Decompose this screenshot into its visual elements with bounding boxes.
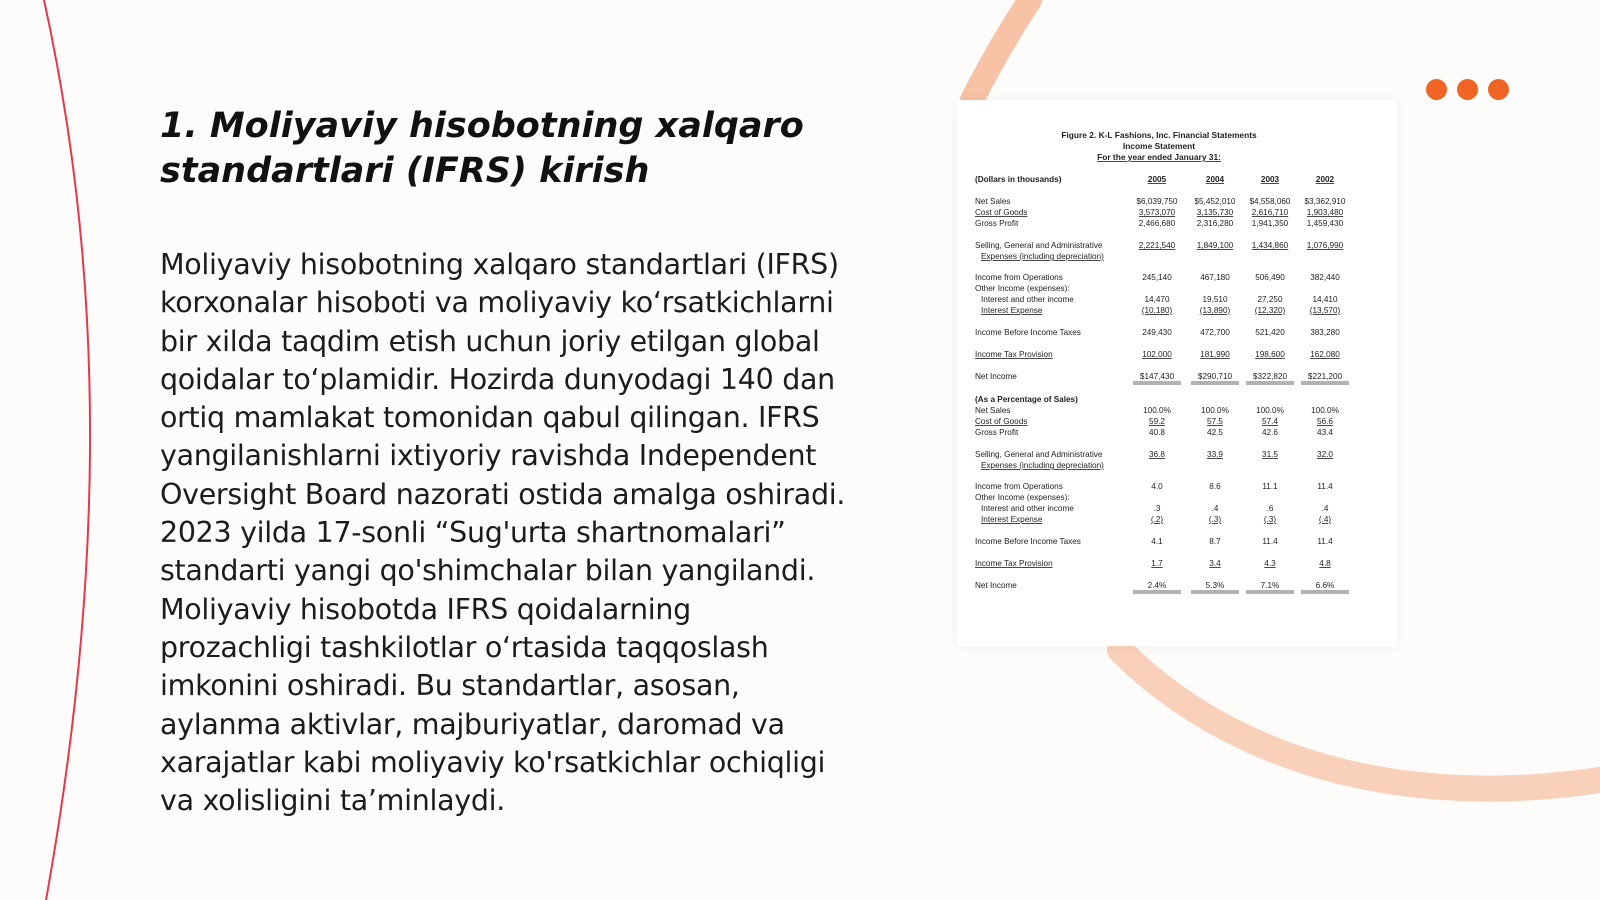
row-value: 5.3% <box>1205 581 1225 590</box>
year-header: 2003 <box>1260 175 1280 184</box>
row-label: Income from Operations <box>975 482 1063 491</box>
row-label: Net Sales <box>975 406 1011 415</box>
upper-orange-arc <box>972 0 1030 100</box>
row-label: Interest and other income <box>981 295 1074 304</box>
row-value: 100.0% <box>1256 406 1284 415</box>
row-label: Expenses (including depreciation) <box>981 252 1104 261</box>
row-value: 2,466,680 <box>1138 219 1176 228</box>
row-value: 2,616,710 <box>1251 208 1289 217</box>
row-label: Interest Expense <box>981 515 1043 524</box>
row-value: (.3) <box>1208 515 1222 524</box>
row-label: Income Tax Provision <box>975 350 1053 359</box>
slide-body-text: Moliyaviy hisobotning xalqaro standartlari (IFRS) korxonalar hisoboti va moliyaviy ko‘rsatkichlarni bir xilda taqdim etish uchun joriy etilgan global qoidalar to‘plamidir. Hozirda dunyodagi 140 dan ortiq mamlakat tomonidan qabul qilingan. IFRS yangilanishlarni ixtiyoriy ravishda Independent Oversight Board nazorati ostida amalga oshiradi. 2023 yilda 17-sonli “Sug'urta shartnomalari” standarti yangi qo'shimchalar bilan yangilandi. Moliyaviy hisobotda IFRS qoidalarning prozachligi tashkilotlar o‘rtasida taqqoslash imkonini oshiradi. Bu standartlar, asosan, aylanma aktivlar, majburiyatlar, daromad va xarajatlar kabi moliyaviy ko'rsatkichlar ochiqligi va xolisligini ta’minlaydi. <box>160 248 846 818</box>
row-label: Income Tax Provision <box>975 559 1053 568</box>
percent-header: (As a Percentage of Sales) <box>975 395 1078 404</box>
year-header: 2002 <box>1315 175 1335 184</box>
row-value: 11.1 <box>1262 482 1278 491</box>
row-label: Other Income (expenses): <box>975 493 1070 502</box>
row-label: Net Sales <box>975 197 1011 206</box>
slide-title: 1. Moliyaviy hisobotning xalqaro standartlari (IFRS) kirish <box>160 106 804 191</box>
row-value: 19,510 <box>1202 295 1228 304</box>
row-value: 56.6 <box>1317 417 1333 426</box>
row-label: Gross Profit <box>975 428 1019 437</box>
row-value: 42.5 <box>1207 428 1223 437</box>
row-value: 32.0 <box>1317 450 1333 459</box>
row-value: 102,000 <box>1142 350 1172 359</box>
row-label: Income Before Income Taxes <box>975 328 1081 337</box>
row-value: $290,710 <box>1197 372 1233 381</box>
row-value: 383,280 <box>1310 328 1340 337</box>
row-value: 1,076,990 <box>1306 241 1344 250</box>
row-value: 467,180 <box>1200 273 1230 282</box>
row-value: 11.4 <box>1317 537 1333 546</box>
row-value: (10,180) <box>1141 306 1173 315</box>
row-value: 100.0% <box>1143 406 1171 415</box>
dot-icon <box>1488 79 1509 100</box>
row-label: Interest and other income <box>981 504 1074 513</box>
row-value: (.4) <box>1318 515 1332 524</box>
row-value: .4 <box>1321 504 1329 513</box>
row-label: Expenses (including depreciation) <box>981 461 1104 470</box>
row-value: $6,039,750 <box>1136 197 1178 206</box>
row-value: 57.5 <box>1207 417 1223 426</box>
row-value: 2.4% <box>1147 581 1167 590</box>
row-value: 14,470 <box>1144 295 1170 304</box>
row-value: 1.7 <box>1151 559 1163 568</box>
row-value: 42.6 <box>1262 428 1278 437</box>
row-value: 4.0 <box>1151 482 1163 491</box>
row-value: 382,440 <box>1310 273 1340 282</box>
row-value: 8.7 <box>1209 537 1221 546</box>
row-value: $147,430 <box>1139 372 1175 381</box>
row-label: Income from Operations <box>975 273 1063 282</box>
row-value: 59.2 <box>1149 417 1165 426</box>
row-value: 31.5 <box>1262 450 1278 459</box>
row-value: 4.3 <box>1264 559 1276 568</box>
row-value: .3 <box>1153 504 1161 513</box>
row-value: 27,250 <box>1257 295 1283 304</box>
row-value: $221,200 <box>1307 372 1343 381</box>
row-value: 100.0% <box>1201 406 1229 415</box>
row-value: 36.8 <box>1149 450 1165 459</box>
row-value: 506,490 <box>1255 273 1285 282</box>
dot-icon <box>1426 79 1447 100</box>
row-value: 40.8 <box>1149 428 1165 437</box>
row-value: $4,558,060 <box>1249 197 1291 206</box>
financial-statement-image <box>957 100 1397 646</box>
figure-title: Figure 2. K-L Fashions, Inc. Financial Statements <box>1061 130 1257 140</box>
statement-name: Income Statement <box>1122 141 1196 151</box>
row-value: (.2) <box>1150 515 1164 524</box>
row-value: 11.4 <box>1317 482 1333 491</box>
row-label: Income Before Income Taxes <box>975 537 1081 546</box>
row-label: Net Income <box>975 581 1017 590</box>
year-header: 2005 <box>1147 175 1167 184</box>
row-value: 1,434,860 <box>1251 241 1289 250</box>
row-value: 57.4 <box>1262 417 1278 426</box>
row-value: 43.4 <box>1317 428 1333 437</box>
decorative-dots <box>1426 79 1509 100</box>
row-label: Gross Profit <box>975 219 1019 228</box>
row-value: 249,430 <box>1142 328 1172 337</box>
dot-icon <box>1457 79 1478 100</box>
row-label: Other Income (expenses): <box>975 284 1070 293</box>
row-value: .6 <box>1266 504 1274 513</box>
row-value: (12,320) <box>1254 306 1286 315</box>
row-label: Selling, General and Administrative <box>975 241 1103 250</box>
statement-period: For the year ended January 31: <box>1097 152 1221 162</box>
lower-orange-arc <box>1120 650 1600 789</box>
row-value: 4.8 <box>1319 559 1331 568</box>
row-label: Interest Expense <box>981 306 1043 315</box>
row-value: 33.9 <box>1207 450 1223 459</box>
row-value: 3,135,730 <box>1196 208 1234 217</box>
row-label: Selling, General and Administrative <box>975 450 1103 459</box>
row-value: 162,080 <box>1310 350 1340 359</box>
row-value: 1,459,430 <box>1306 219 1344 228</box>
row-value: 472,700 <box>1200 328 1230 337</box>
row-label: Cost of Goods <box>975 208 1028 217</box>
row-value: $322,820 <box>1252 372 1288 381</box>
row-value: (.3) <box>1263 515 1277 524</box>
row-value: 245,140 <box>1142 273 1172 282</box>
row-value: 521,420 <box>1255 328 1285 337</box>
row-value: 181,990 <box>1200 350 1230 359</box>
row-value: 6.6% <box>1315 581 1335 590</box>
row-value: $3,362,910 <box>1304 197 1346 206</box>
row-value: $5,452,010 <box>1194 197 1236 206</box>
row-value: 1,941,350 <box>1251 219 1289 228</box>
row-value: 4.1 <box>1151 537 1163 546</box>
row-value: 8.6 <box>1209 482 1221 491</box>
row-value: 7.1% <box>1260 581 1280 590</box>
row-value: .4 <box>1211 504 1219 513</box>
row-value: 3.4 <box>1209 559 1221 568</box>
row-value: 11.4 <box>1262 537 1278 546</box>
row-value: 2,316,280 <box>1196 219 1234 228</box>
row-value: 198,600 <box>1255 350 1285 359</box>
row-value: (13,890) <box>1199 306 1231 315</box>
dollars-header: (Dollars in thousands) <box>975 175 1062 184</box>
row-value: 2,221,540 <box>1138 241 1176 250</box>
row-value: (13,570) <box>1309 306 1341 315</box>
left-red-curve <box>44 0 90 900</box>
income-statement-table <box>957 100 1397 646</box>
row-value: 1,903,480 <box>1306 208 1344 217</box>
row-label: Net Income <box>975 372 1017 381</box>
row-value: 14,410 <box>1312 295 1338 304</box>
row-label: Cost of Goods <box>975 417 1028 426</box>
row-value: 100.0% <box>1311 406 1339 415</box>
year-header: 2004 <box>1205 175 1225 184</box>
row-value: 3,573,070 <box>1138 208 1176 217</box>
row-value: 1,849,100 <box>1196 241 1234 250</box>
